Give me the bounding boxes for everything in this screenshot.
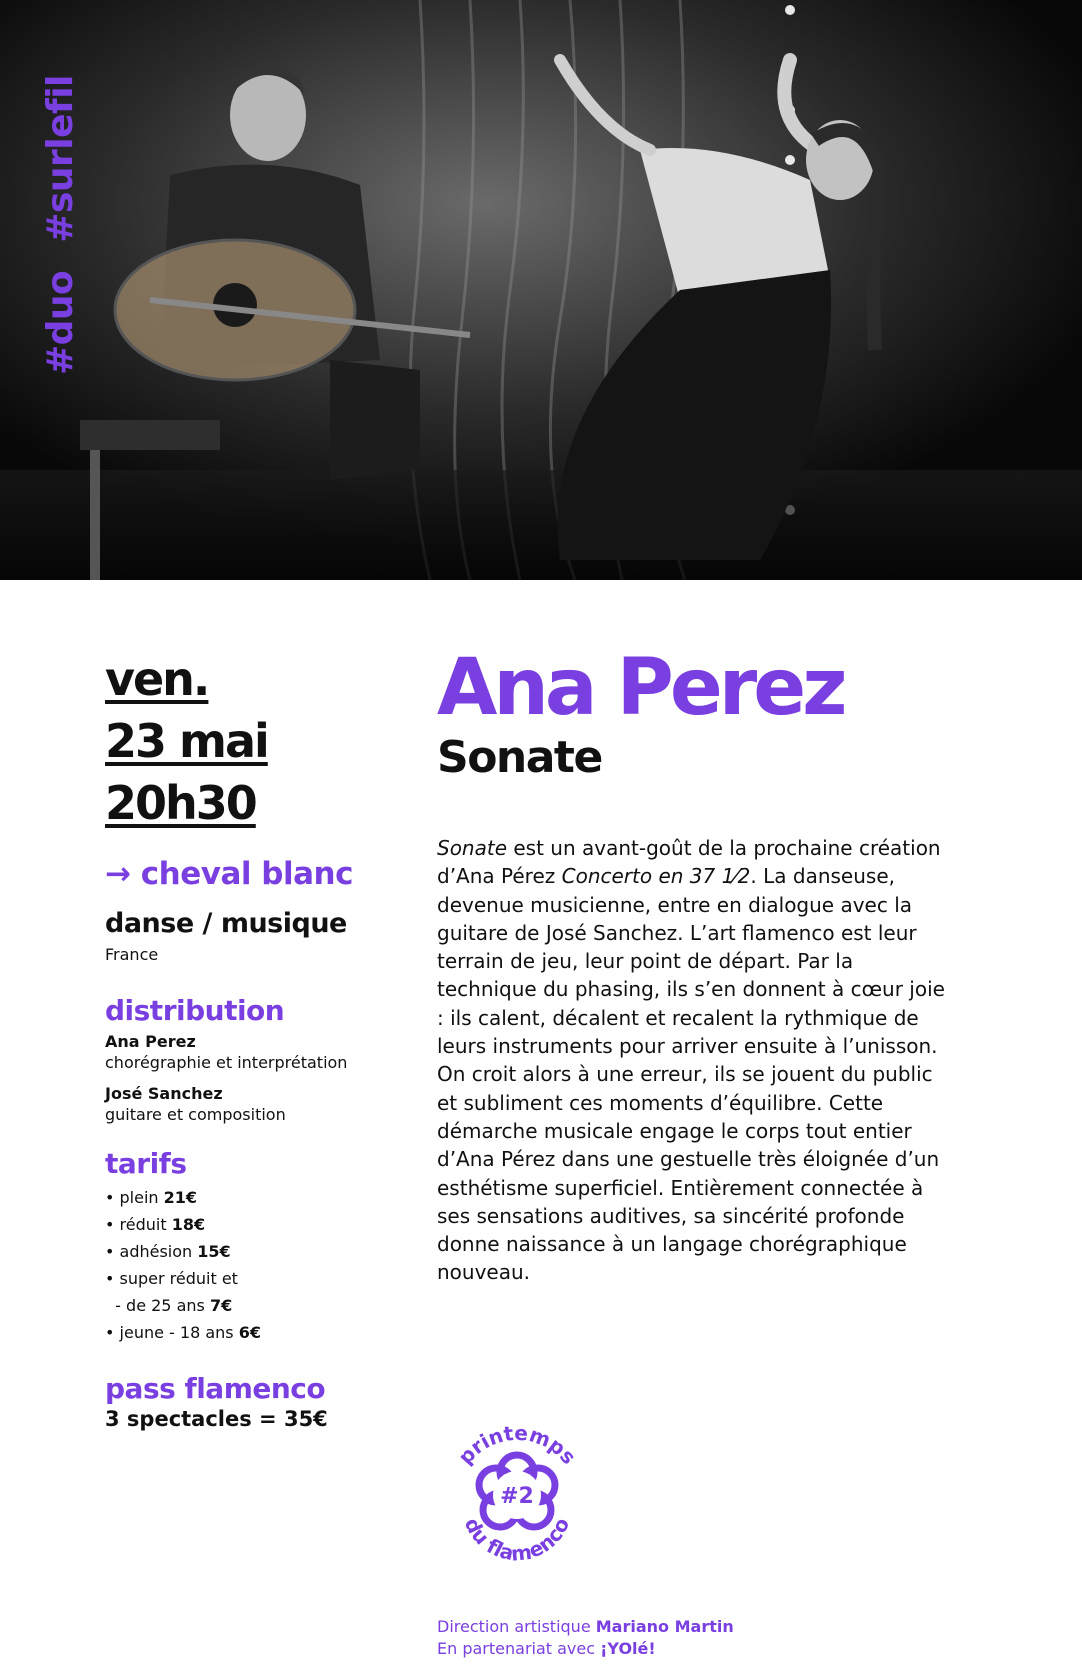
event-day: ven. — [105, 652, 209, 706]
event-date: 23 mai — [105, 714, 268, 768]
tarif-item — [105, 1211, 425, 1238]
festival-top-text: printemps — [453, 1420, 581, 1469]
pass-section — [105, 1372, 425, 1431]
tarif-item — [105, 1238, 425, 1265]
description-intro: est un avant-goût de la prochaine création d’Ana Pérez — [437, 836, 941, 889]
tarif-item — [105, 1319, 425, 1346]
event-datetime — [105, 648, 425, 834]
footer-credits — [437, 1616, 734, 1660]
hero-photo — [0, 0, 1082, 580]
partner-name: ¡YOlé! — [600, 1639, 656, 1658]
event-venue[interactable]: → cheval blanc — [105, 856, 353, 892]
hashtag-surlefil[interactable]: #surlefil — [40, 75, 81, 243]
show-description — [437, 834, 957, 1287]
hashtag-duo[interactable]: #duo — [40, 270, 81, 375]
tarif-item — [105, 1265, 425, 1292]
pass-title: pass flamenco — [105, 1372, 326, 1405]
festival-number: #2 — [500, 1484, 534, 1509]
tarif-label: • adhésion — [105, 1242, 198, 1261]
show-title: Sonate — [437, 732, 602, 783]
direction-label: Direction artistique — [437, 1617, 596, 1636]
tarif-label: • plein — [105, 1188, 164, 1207]
direction-name: Mariano Martin — [595, 1617, 734, 1636]
tarif-label: • réduit — [105, 1215, 172, 1234]
tarifs-title: tarifs — [105, 1147, 187, 1180]
svg-text:du flamenco — [460, 1514, 575, 1566]
festival-bottom-text: du flamenco — [459, 1513, 575, 1566]
description-body: . La danseuse, devenue musicienne, entre en dialogue avec la guitare de José Sanchez. L’art flamenco est leur terrain de jeu, leur point de départ. Par la technique du phasing, ils s’en donnent à cœur joie : ils calent, décalent et recalent la rythmique de leurs instruments pour arriver ensuite à l’unisson. On croit alors à une erreur, ils se jouent du public et subliment ces moments d’équilibre. Cette démarche musicale engage le corps tout entier d’Ana Pérez dans une gestuelle très éloignée d’un esthétisme superficiel. Entièrement connectée à ses sensations auditives, sa sincérité profonde donne naissance à un langage chorégraphique nouveau. — [437, 864, 945, 1285]
event-info-column — [105, 648, 425, 1431]
tarif-price: 21€ — [163, 1188, 198, 1207]
tarif-price: 7€ — [209, 1296, 233, 1315]
artist-name: Ana Perez — [437, 643, 844, 733]
hashtags-vertical — [40, 47, 81, 375]
hero-photo-illustration — [0, 0, 1082, 580]
credit-role: chorégraphie et interprétation — [105, 1053, 348, 1072]
event-genre: danse / musique — [105, 908, 347, 939]
direction-line — [437, 1616, 734, 1638]
partner-label: En partenariat avec — [437, 1639, 601, 1658]
credit-name: José Sanchez — [105, 1084, 223, 1103]
tarif-list — [105, 1184, 425, 1346]
tarif-price: 18€ — [171, 1215, 206, 1234]
description-work-italic: Concerto en 37 1⁄2 — [561, 864, 751, 889]
partner-line — [437, 1638, 734, 1660]
tarif-item — [105, 1292, 425, 1319]
distribution-title: distribution — [105, 994, 285, 1027]
svg-text:printemps — [453, 1421, 581, 1469]
flower-icon — [432, 1410, 602, 1580]
tarifs-section — [105, 1147, 425, 1346]
credit-person — [105, 1031, 425, 1073]
tarif-label: • super réduit et — [105, 1269, 238, 1288]
tarif-price: 15€ — [197, 1242, 231, 1261]
tarif-item — [105, 1184, 425, 1211]
event-time: 20h30 — [105, 776, 256, 830]
description-intro-italic: Sonate — [437, 836, 508, 860]
credit-name: Ana Perez — [105, 1032, 196, 1051]
show-column — [437, 643, 977, 1307]
festival-logo — [432, 1410, 602, 1580]
tarif-label: - de 25 ans — [105, 1296, 210, 1315]
credit-role: guitare et composition — [105, 1105, 286, 1124]
event-country: France — [105, 945, 159, 964]
tarif-label: • jeune - 18 ans — [105, 1323, 239, 1342]
tarif-price: 6€ — [238, 1323, 261, 1342]
credit-person — [105, 1083, 425, 1125]
pass-offer: 3 spectacles = 35€ — [105, 1407, 328, 1431]
distribution-section — [105, 994, 425, 1125]
